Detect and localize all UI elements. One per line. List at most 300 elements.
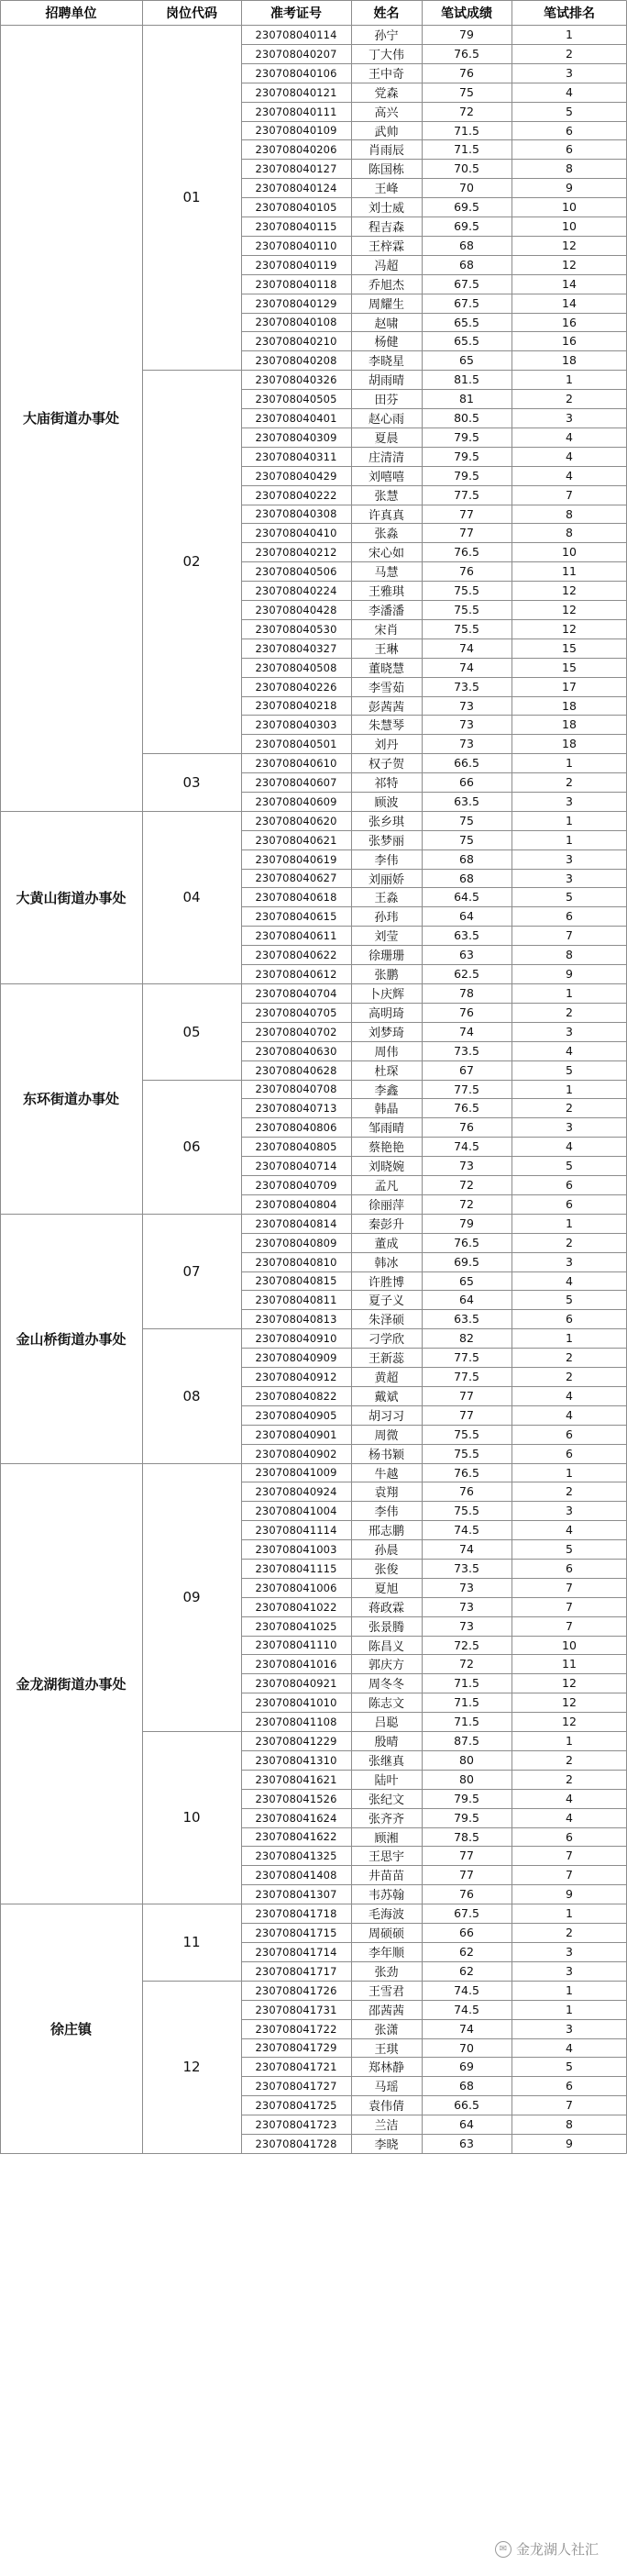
header-rank: 笔试排名 <box>544 6 595 21</box>
ticket-number-cell: 230708041727 <box>255 2079 337 2093</box>
header-position-code: 岗位代码 <box>166 6 217 21</box>
score-cell: 79.5 <box>454 1792 479 1805</box>
ticket-number-cell: 230708040709 <box>255 1178 337 1192</box>
candidate-name-cell: 马慧 <box>374 566 399 580</box>
score-cell: 77.5 <box>454 1082 479 1096</box>
candidate-name-cell: 祁特 <box>374 777 399 791</box>
score-cell: 73 <box>459 737 474 750</box>
rank-cell: 8 <box>566 526 573 539</box>
score-cell: 70 <box>459 181 474 194</box>
rank-cell: 4 <box>566 430 573 444</box>
score-cell: 73.5 <box>454 1561 479 1575</box>
rank-cell: 9 <box>566 2137 573 2150</box>
score-cell: 79 <box>459 28 474 41</box>
candidate-name-cell: 周硕硕 <box>368 1927 404 1941</box>
candidate-name-cell: 徐丽萍 <box>368 1199 404 1213</box>
candidate-name-cell: 马瑶 <box>374 2081 399 2094</box>
ticket-number-cell: 230708040327 <box>255 641 337 655</box>
candidate-name-cell: 顾湘 <box>374 1831 399 1846</box>
score-cell: 65 <box>459 353 474 367</box>
candidate-name-cell: 程吉森 <box>368 221 404 235</box>
ticket-number-cell: 230708041622 <box>255 1830 337 1843</box>
ticket-number-cell: 230708040627 <box>255 872 337 884</box>
candidate-name-cell: 肖雨辰 <box>368 144 404 158</box>
rank-cell: 5 <box>566 105 573 118</box>
score-cell: 79.5 <box>454 450 479 463</box>
score-cell: 76.5 <box>454 1236 479 1249</box>
ticket-number-cell: 230708040508 <box>255 661 337 674</box>
candidate-name-cell: 兰洁 <box>374 2119 399 2133</box>
ticket-number-cell: 230708040114 <box>255 28 337 41</box>
candidate-name-cell: 王淼 <box>374 892 399 905</box>
rank-cell: 12 <box>562 1695 577 1709</box>
candidate-name-cell: 陈昌义 <box>368 1639 404 1654</box>
ticket-number-cell: 230708040505 <box>255 392 337 405</box>
score-cell: 76 <box>459 1887 474 1901</box>
position-code-cell: 10 <box>182 1809 201 1826</box>
candidate-name-cell: 杨书颖 <box>368 1449 404 1462</box>
score-cell: 63 <box>459 948 474 961</box>
ticket-number-cell: 230708041717 <box>255 1964 337 1978</box>
score-cell: 72 <box>459 1197 474 1211</box>
score-cell: 77 <box>459 1868 474 1882</box>
score-cell: 75 <box>459 85 474 99</box>
score-cell: 80 <box>459 1772 474 1786</box>
score-cell: 62 <box>459 1964 474 1978</box>
rank-cell: 14 <box>562 296 577 310</box>
rank-cell: 2 <box>566 1236 573 1249</box>
unit-name-cell: 大庙街道办事处 <box>22 410 119 427</box>
candidate-name-cell: 毛海波 <box>368 1908 404 1922</box>
ticket-number-cell: 230708040111 <box>255 105 337 118</box>
score-cell: 63.5 <box>454 794 479 808</box>
rank-cell: 18 <box>562 717 577 731</box>
rank-cell: 1 <box>566 1082 573 1096</box>
ticket-number-cell: 230708040902 <box>255 1447 337 1460</box>
rank-cell: 3 <box>566 66 573 80</box>
score-cell: 69.5 <box>454 200 479 214</box>
score-cell: 74.5 <box>454 1139 479 1153</box>
score-cell: 67.5 <box>454 277 479 291</box>
ticket-number-cell: 230708040809 <box>255 1236 337 1249</box>
candidate-name-cell: 高兴 <box>374 106 399 120</box>
header-score: 笔试成绩 <box>441 6 492 21</box>
ticket-number-cell: 230708040924 <box>255 1484 337 1498</box>
score-cell: 64 <box>459 1293 474 1306</box>
score-cell: 74 <box>459 2022 474 2036</box>
rank-cell: 6 <box>566 909 573 923</box>
score-cell: 74.5 <box>454 1983 479 1997</box>
ticket-number-cell: 230708040309 <box>255 430 337 444</box>
score-cell: 69.5 <box>454 1255 479 1269</box>
score-cell: 68 <box>459 852 474 866</box>
score-cell: 71.5 <box>454 142 479 156</box>
ticket-number-cell: 230708040704 <box>255 986 337 1000</box>
header-unit: 招聘单位 <box>45 6 97 21</box>
ticket-number-cell: 230708040311 <box>255 450 337 463</box>
score-cell: 74 <box>459 661 474 674</box>
candidate-name-cell: 蒋政霖 <box>368 1602 404 1616</box>
candidate-name-cell: 王峰 <box>374 183 399 196</box>
position-code-cell: 09 <box>182 1589 201 1605</box>
candidate-name-cell: 李鑫 <box>374 1083 399 1098</box>
score-cell: 72 <box>459 1657 474 1671</box>
candidate-name-cell: 许胜博 <box>368 1275 404 1290</box>
candidate-name-cell: 殷晴 <box>374 1736 399 1749</box>
unit-name-cell: 大黄山街道办事处 <box>16 889 126 906</box>
score-cell: 72 <box>459 1178 474 1192</box>
candidate-name-cell: 王中奇 <box>368 68 404 82</box>
position-code-cell: 07 <box>182 1262 201 1280</box>
rank-cell: 9 <box>566 1887 573 1901</box>
rank-cell: 6 <box>566 1312 573 1326</box>
score-cell: 87.5 <box>454 1734 479 1748</box>
candidate-name-cell: 胡雨晴 <box>368 374 404 388</box>
score-cell: 81.5 <box>454 372 479 386</box>
candidate-name-cell: 彭茜茜 <box>368 700 404 715</box>
ticket-number-cell: 230708040129 <box>255 296 337 310</box>
candidate-name-cell: 张梦丽 <box>368 835 404 849</box>
candidate-name-cell: 夏子义 <box>368 1294 404 1308</box>
rank-cell: 6 <box>566 1197 573 1211</box>
ticket-number-cell: 230708040910 <box>255 1331 337 1345</box>
rank-cell: 7 <box>566 1868 573 1882</box>
ticket-number-cell: 230708040218 <box>255 699 337 712</box>
ticket-number-cell: 230708041726 <box>255 1983 337 1997</box>
rank-cell: 4 <box>566 1044 573 1058</box>
ticket-number-cell: 230708040506 <box>255 564 337 578</box>
ticket-number-cell: 230708040901 <box>255 1427 337 1441</box>
rank-cell: 16 <box>562 334 577 348</box>
rank-cell: 1 <box>566 1983 573 1997</box>
ticket-number-cell: 230708040530 <box>255 622 337 636</box>
rank-cell: 2 <box>566 1005 573 1019</box>
candidate-name-cell: 孙晨 <box>374 1544 399 1558</box>
candidate-name-cell: 张俊 <box>374 1563 399 1577</box>
candidate-name-cell: 张继真 <box>368 1755 404 1769</box>
candidate-name-cell: 朱慧琴 <box>368 719 404 733</box>
ticket-number-cell: 230708041022 <box>255 1600 337 1614</box>
score-cell: 68 <box>459 239 474 252</box>
ticket-number-cell: 230708040811 <box>255 1293 337 1306</box>
ticket-number-cell: 230708041310 <box>255 1753 337 1767</box>
score-cell: 72.5 <box>454 1638 479 1652</box>
rank-cell: 5 <box>566 890 573 904</box>
candidate-name-cell: 戴斌 <box>374 1391 399 1405</box>
ticket-number-cell: 230708041715 <box>255 1926 337 1939</box>
score-cell: 70 <box>459 2040 474 2055</box>
score-cell: 75 <box>459 833 474 847</box>
rank-cell: 10 <box>562 200 577 214</box>
score-cell: 64.5 <box>454 890 479 904</box>
score-cell: 78 <box>459 986 474 1000</box>
ticket-number-cell: 230708040708 <box>255 1083 337 1095</box>
candidate-name-cell: 刘嘻嘻 <box>368 471 404 484</box>
candidate-name-cell: 冯超 <box>374 260 399 273</box>
score-cell: 74 <box>459 1542 474 1556</box>
ticket-number-cell: 230708041003 <box>255 1542 337 1556</box>
chat-bubble-icon: ✉ <box>495 2541 512 2558</box>
rank-cell: 18 <box>562 698 577 713</box>
candidate-name-cell: 韦苏翰 <box>368 1889 404 1903</box>
rank-cell: 1 <box>566 833 573 847</box>
ticket-number-cell: 230708040110 <box>255 239 337 252</box>
candidate-name-cell: 庄清清 <box>368 451 404 465</box>
candidate-name-cell: 张潇 <box>374 2024 399 2037</box>
candidate-name-cell: 武帅 <box>374 125 399 139</box>
rank-cell: 2 <box>566 1370 573 1383</box>
ticket-number-cell: 230708040714 <box>255 1159 337 1172</box>
rank-cell: 5 <box>566 1159 573 1172</box>
rank-cell: 3 <box>566 794 573 808</box>
rank-cell: 2 <box>566 1753 573 1767</box>
rank-cell: 2 <box>566 47 573 61</box>
candidate-name-cell: 蔡艳艳 <box>368 1141 404 1155</box>
score-cell: 75.5 <box>454 1447 479 1460</box>
rank-cell: 10 <box>562 219 577 233</box>
ticket-number-cell: 230708040410 <box>255 526 337 539</box>
score-cell: 77 <box>459 1389 474 1403</box>
ticket-number-cell: 230708040618 <box>255 890 337 904</box>
score-cell: 66.5 <box>454 2098 479 2112</box>
candidate-name-cell: 韩晶 <box>374 1103 399 1116</box>
ticket-number-cell: 230708040713 <box>255 1101 337 1115</box>
rank-cell: 3 <box>566 1120 573 1134</box>
candidate-name-cell: 卜庆辉 <box>368 988 404 1002</box>
candidate-name-cell: 王梓霖 <box>368 240 404 254</box>
rank-cell: 6 <box>566 1178 573 1192</box>
candidate-name-cell: 李晓星 <box>368 355 404 369</box>
ticket-number-cell: 230708041010 <box>255 1695 337 1709</box>
candidate-name-cell: 邵茜茜 <box>368 2004 404 2018</box>
candidate-name-cell: 陈国栋 <box>368 163 404 177</box>
ticket-number-cell: 230708040119 <box>255 258 337 272</box>
candidate-name-cell: 赵啸 <box>374 316 399 331</box>
ticket-number-cell: 230708040303 <box>255 717 337 731</box>
unit-name-cell: 金山桥街道办事处 <box>16 1330 126 1348</box>
rank-cell: 9 <box>566 181 573 194</box>
score-cell: 71.5 <box>454 1695 479 1709</box>
score-cell: 80.5 <box>454 411 479 425</box>
rank-cell: 1 <box>566 1331 573 1345</box>
candidate-name-cell: 夏旭 <box>374 1582 399 1596</box>
score-cell: 65.5 <box>454 334 479 348</box>
rank-cell: 4 <box>566 85 573 99</box>
score-cell: 76 <box>459 564 474 578</box>
rank-cell: 1 <box>566 756 573 770</box>
ticket-number-cell: 230708040619 <box>255 852 337 866</box>
candidate-name-cell: 刁学欣 <box>368 1333 404 1347</box>
rank-cell: 4 <box>566 1139 573 1153</box>
candidate-name-cell: 孙宁 <box>374 29 399 43</box>
candidate-name-cell: 宋心如 <box>368 547 404 561</box>
score-cell: 73 <box>459 1581 474 1594</box>
candidate-name-cell: 李晓 <box>374 2138 399 2152</box>
candidate-name-cell: 杜琛 <box>374 1065 399 1079</box>
rank-cell: 5 <box>566 1293 573 1306</box>
candidate-name-cell: 刘莹 <box>374 930 399 944</box>
ticket-number-cell: 230708040612 <box>255 967 337 981</box>
ticket-number-cell: 230708040326 <box>255 372 337 386</box>
score-cell: 77.5 <box>454 1350 479 1364</box>
rank-cell: 10 <box>562 1638 577 1652</box>
score-cell: 72 <box>459 105 474 118</box>
candidate-name-cell: 朱泽硕 <box>368 1314 404 1327</box>
ticket-number-cell: 230708040308 <box>255 507 337 520</box>
rank-cell: 14 <box>562 277 577 291</box>
score-cell: 65.5 <box>454 315 479 329</box>
ticket-number-cell: 230708041025 <box>255 1619 337 1633</box>
ticket-number-cell: 230708040226 <box>255 680 337 694</box>
rank-cell: 5 <box>566 1542 573 1556</box>
ticket-number-cell: 230708040615 <box>255 909 337 923</box>
ticket-number-cell: 230708041325 <box>255 1849 337 1862</box>
score-cell: 71.5 <box>454 123 479 138</box>
position-code-cell: 04 <box>182 889 201 905</box>
rank-cell: 4 <box>566 1408 573 1422</box>
ticket-number-cell: 230708040814 <box>255 1216 337 1230</box>
score-cell: 67 <box>459 1063 474 1077</box>
score-cell: 63.5 <box>454 928 479 942</box>
score-cell: 73 <box>459 1619 474 1633</box>
ticket-number-cell: 230708041009 <box>255 1466 337 1479</box>
candidate-name-cell: 李伟 <box>374 854 399 868</box>
ticket-number-cell: 230708040620 <box>255 814 337 827</box>
ticket-number-cell: 230708041723 <box>255 2117 337 2131</box>
ticket-number-cell: 230708041728 <box>255 2137 337 2150</box>
rank-cell: 2 <box>566 1484 573 1498</box>
candidate-name-cell: 宋肖 <box>374 624 399 638</box>
candidate-name-cell: 顾波 <box>374 796 399 810</box>
rank-cell: 12 <box>562 622 577 636</box>
ticket-number-cell: 230708041016 <box>255 1657 337 1671</box>
unit-name-cell: 金龙湖街道办事处 <box>16 1675 126 1693</box>
ticket-number-cell: 230708040109 <box>255 124 337 137</box>
rank-cell: 7 <box>566 488 573 502</box>
score-cell: 65 <box>459 1273 474 1288</box>
ticket-number-cell: 230708041621 <box>255 1772 337 1786</box>
rank-cell: 8 <box>566 2117 573 2131</box>
candidate-name-cell: 李潘潘 <box>368 605 404 618</box>
watermark-text: 金龙湖人社汇 <box>516 2541 600 2558</box>
score-cell: 66 <box>459 1926 474 1939</box>
rank-cell: 17 <box>562 680 577 694</box>
position-code-cell: 01 <box>182 189 201 205</box>
candidate-name-cell: 徐珊珊 <box>368 949 404 963</box>
ticket-number-cell: 230708040115 <box>255 219 337 233</box>
candidate-name-cell: 张慧 <box>374 490 399 504</box>
candidate-name-cell: 孟凡 <box>374 1180 399 1194</box>
rank-cell: 7 <box>566 1581 573 1594</box>
score-cell: 76 <box>459 66 474 80</box>
rank-cell: 12 <box>562 258 577 272</box>
candidate-name-cell: 高明琦 <box>368 1007 404 1021</box>
score-cell: 69.5 <box>454 219 479 233</box>
ticket-number-cell: 230708040805 <box>255 1139 337 1153</box>
candidate-name-cell: 张齐齐 <box>368 1813 404 1827</box>
score-cell: 75.5 <box>454 1427 479 1441</box>
candidate-name-cell: 韩冰 <box>374 1257 399 1271</box>
ticket-number-cell: 230708040628 <box>255 1063 337 1077</box>
rank-cell: 15 <box>562 641 577 655</box>
score-cell: 79.5 <box>454 430 479 444</box>
score-cell: 75.5 <box>454 622 479 636</box>
candidate-name-cell: 杨健 <box>374 336 399 350</box>
ticket-number-cell: 230708041722 <box>255 2022 337 2036</box>
score-cell: 62 <box>459 1945 474 1959</box>
candidate-name-cell: 权子贺 <box>368 758 404 772</box>
rank-cell: 8 <box>566 948 573 961</box>
rank-cell: 4 <box>566 2040 573 2055</box>
ticket-number-cell: 230708040610 <box>255 756 337 770</box>
rank-cell: 2 <box>566 1350 573 1364</box>
unit-name-cell: 东环街道办事处 <box>22 1091 119 1107</box>
candidate-name-cell: 刘晓婉 <box>368 1160 404 1174</box>
candidate-name-cell: 王琪 <box>374 2042 399 2057</box>
score-cell: 74 <box>459 641 474 655</box>
rank-cell: 11 <box>562 564 577 578</box>
ticket-number-cell: 230708040108 <box>255 316 337 328</box>
ticket-number-cell: 230708041725 <box>255 2098 337 2112</box>
candidate-name-cell: 孙玮 <box>374 911 399 925</box>
ticket-number-cell: 230708040622 <box>255 948 337 961</box>
rank-cell: 8 <box>566 161 573 175</box>
rank-cell: 2 <box>566 775 573 789</box>
watermark <box>495 2539 599 2559</box>
score-cell: 64 <box>459 2117 474 2131</box>
ticket-number-cell: 230708040621 <box>255 833 337 847</box>
rank-cell: 1 <box>566 1906 573 1920</box>
ticket-number-cell: 230708040429 <box>255 469 337 483</box>
score-cell: 66.5 <box>454 756 479 770</box>
score-cell: 73.5 <box>454 1044 479 1058</box>
candidate-name-cell: 吕聪 <box>374 1716 399 1730</box>
rank-cell: 3 <box>566 1504 573 1517</box>
rank-cell: 6 <box>566 1561 573 1575</box>
score-cell: 62.5 <box>454 967 479 981</box>
score-cell: 64 <box>459 909 474 923</box>
ticket-number-cell: 230708040815 <box>255 1274 337 1287</box>
candidate-name-cell: 丁大伟 <box>368 49 404 62</box>
score-cell: 79.5 <box>454 1811 479 1825</box>
ticket-number-cell: 230708041721 <box>255 2060 337 2073</box>
ticket-number-cell: 230708040607 <box>255 775 337 789</box>
score-cell: 67.5 <box>454 296 479 310</box>
rank-cell: 3 <box>566 871 573 885</box>
score-cell: 76.5 <box>454 47 479 61</box>
candidate-name-cell: 乔旭杰 <box>368 279 404 293</box>
header-ticket-number: 准考证号 <box>270 6 322 21</box>
ticket-number-cell: 230708040806 <box>255 1120 337 1134</box>
ticket-number-cell: 230708040222 <box>255 488 337 502</box>
rank-cell: 4 <box>566 469 573 483</box>
ticket-number-cell: 230708041624 <box>255 1811 337 1825</box>
rank-cell: 2 <box>566 392 573 405</box>
ticket-number-cell: 230708041526 <box>255 1792 337 1805</box>
ticket-number-cell: 230708040105 <box>255 200 337 214</box>
candidate-name-cell: 刘士威 <box>368 202 404 216</box>
rank-cell: 16 <box>562 315 577 329</box>
rank-cell: 3 <box>566 1025 573 1038</box>
rank-cell: 9 <box>566 967 573 981</box>
score-cell: 74.5 <box>454 2003 479 2016</box>
candidate-name-cell: 郑林静 <box>368 2061 404 2075</box>
rank-cell: 18 <box>562 737 577 750</box>
ticket-number-cell: 230708040630 <box>255 1044 337 1058</box>
score-cell: 76.5 <box>454 1101 479 1115</box>
score-cell: 76.5 <box>454 1465 479 1480</box>
rank-cell: 1 <box>566 814 573 827</box>
